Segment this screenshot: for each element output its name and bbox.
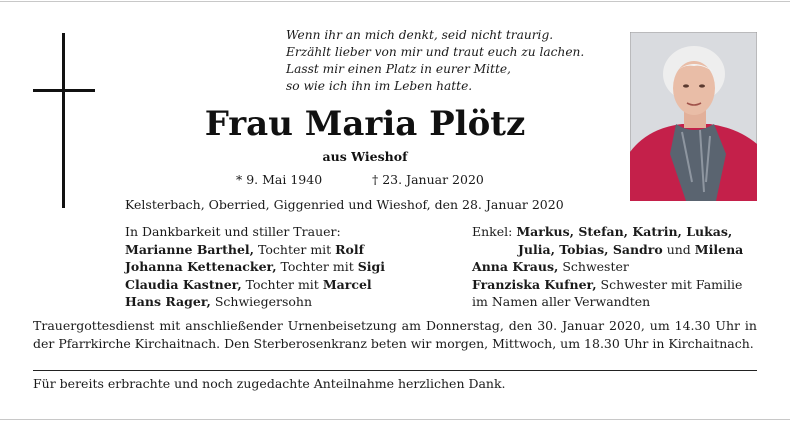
birth-date: * 9. Mai 1940 xyxy=(236,172,323,187)
grandchildren-line: Enkel: Markus, Stefan, Katrin, Lukas, xyxy=(472,224,733,239)
list-item: Anna Kraus, Schwester xyxy=(472,259,629,274)
portrait-photo xyxy=(630,32,757,201)
cross-icon-bar xyxy=(33,89,95,92)
thanks-text: Für bereits erbrachte und noch zugedachte Anteilnahme herzlichen Dank. xyxy=(33,376,506,391)
funeral-service-text: Trauergottesdienst mit anschließender Urnenbeisetzung am Donnerstag, den 30. Januar 2020, um 14.30 Uhr in der Pfarrkirche Kirchaitnach. Den Sterberosenkranz beten wir morgen, Mittwoch, um 18.30 Uhr in Kirchaitnach. xyxy=(33,318,757,351)
poem-line: so wie ich ihn im Leben hatte. xyxy=(286,79,473,93)
mourners-right xyxy=(472,223,743,311)
list-item: Marianne Barthel, Tochter mit Rolf xyxy=(125,241,365,257)
list-item: Claudia Kastner, Tochter mit Marcel xyxy=(125,276,372,292)
memorial-poem xyxy=(286,27,616,95)
mourners-intro: In Dankbarkeit und stiller Trauer: xyxy=(125,224,341,239)
bottom-border xyxy=(0,419,790,420)
poem-line: Lasst mir einen Platz in eurer Mitte, xyxy=(286,62,511,76)
origin: aus Wieshof xyxy=(322,149,408,164)
top-border xyxy=(0,1,790,2)
deceased-name: Frau Maria Plötz xyxy=(204,104,526,144)
list-item: Johanna Kettenacker, Tochter mit Sigi xyxy=(125,259,385,274)
relatives-note: im Namen aller Verwandten xyxy=(472,294,651,309)
divider xyxy=(33,370,757,371)
list-item: Hans Rager, Schwiegersohn xyxy=(125,294,312,309)
cross-icon xyxy=(62,33,65,208)
death-date: † 23. Januar 2020 xyxy=(372,172,484,187)
places-and-date: Kelsterbach, Oberried, Giggenried und Wieshof, den 28. Januar 2020 xyxy=(125,197,564,212)
poem-line: Wenn ihr an mich denkt, seid nicht traurig. xyxy=(286,28,554,42)
list-item: Franziska Kufner, Schwester mit Familie xyxy=(472,276,743,292)
poem-line: Erzählt lieber von mir und traut euch zu lachen. xyxy=(286,45,585,59)
grandchildren-line-2: Julia, Tobias, Sandro und Milena xyxy=(518,241,744,257)
mourners-left xyxy=(125,223,385,311)
